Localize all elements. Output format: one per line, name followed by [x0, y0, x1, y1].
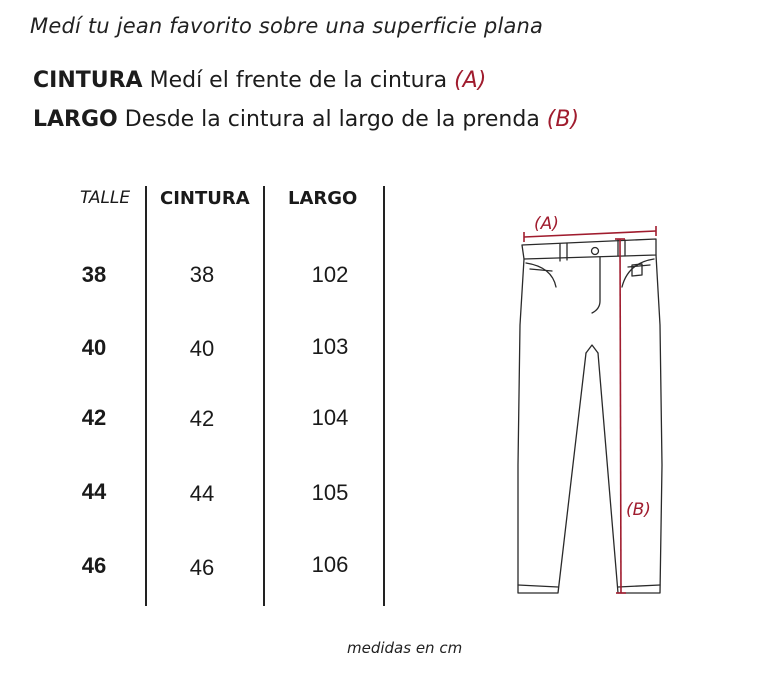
intro-text: Medí tu jean favorito sobre una superficie plana: [30, 14, 544, 38]
length-cell: 106: [311, 552, 349, 577]
waist-cell: 38: [189, 262, 215, 287]
length-cell: 102: [311, 262, 349, 287]
footer-note: medidas en cm: [347, 639, 463, 657]
size-cell: 46: [81, 553, 107, 578]
length-cell: 104: [311, 405, 349, 430]
measure-label-a: (A): [534, 214, 559, 234]
waist-cell: 40: [189, 336, 215, 361]
waist-cell: 44: [189, 481, 215, 506]
instruction-waist: [33, 68, 486, 93]
header-waist: CINTURA: [160, 188, 250, 209]
instruction-length-marker: (B): [546, 107, 580, 132]
header-size: TALLE: [80, 188, 131, 208]
size-cell: 44: [81, 479, 107, 504]
instruction-waist-marker: (A): [454, 68, 487, 93]
size-cell: 38: [81, 262, 107, 287]
column-divider: [383, 186, 385, 606]
instruction-length-term: LARGO: [33, 107, 118, 132]
instruction-length: [33, 107, 579, 132]
length-cell: 103: [311, 334, 349, 359]
instruction-length-text: Desde la cintura al largo de la prenda: [124, 107, 540, 132]
waist-cell: 46: [189, 555, 215, 580]
instruction-waist-text: Medí el frente de la cintura: [149, 68, 448, 93]
column-divider: [263, 186, 265, 606]
instruction-waist-term: CINTURA: [33, 68, 143, 93]
size-cell: 42: [81, 405, 107, 430]
measure-label-b: (B): [626, 500, 651, 520]
length-cell: 105: [311, 480, 349, 505]
header-length: LARGO: [288, 188, 358, 209]
jeans-diagram: [500, 205, 670, 600]
size-cell: 40: [81, 335, 107, 360]
waist-cell: 42: [189, 406, 215, 431]
column-divider: [145, 186, 147, 606]
